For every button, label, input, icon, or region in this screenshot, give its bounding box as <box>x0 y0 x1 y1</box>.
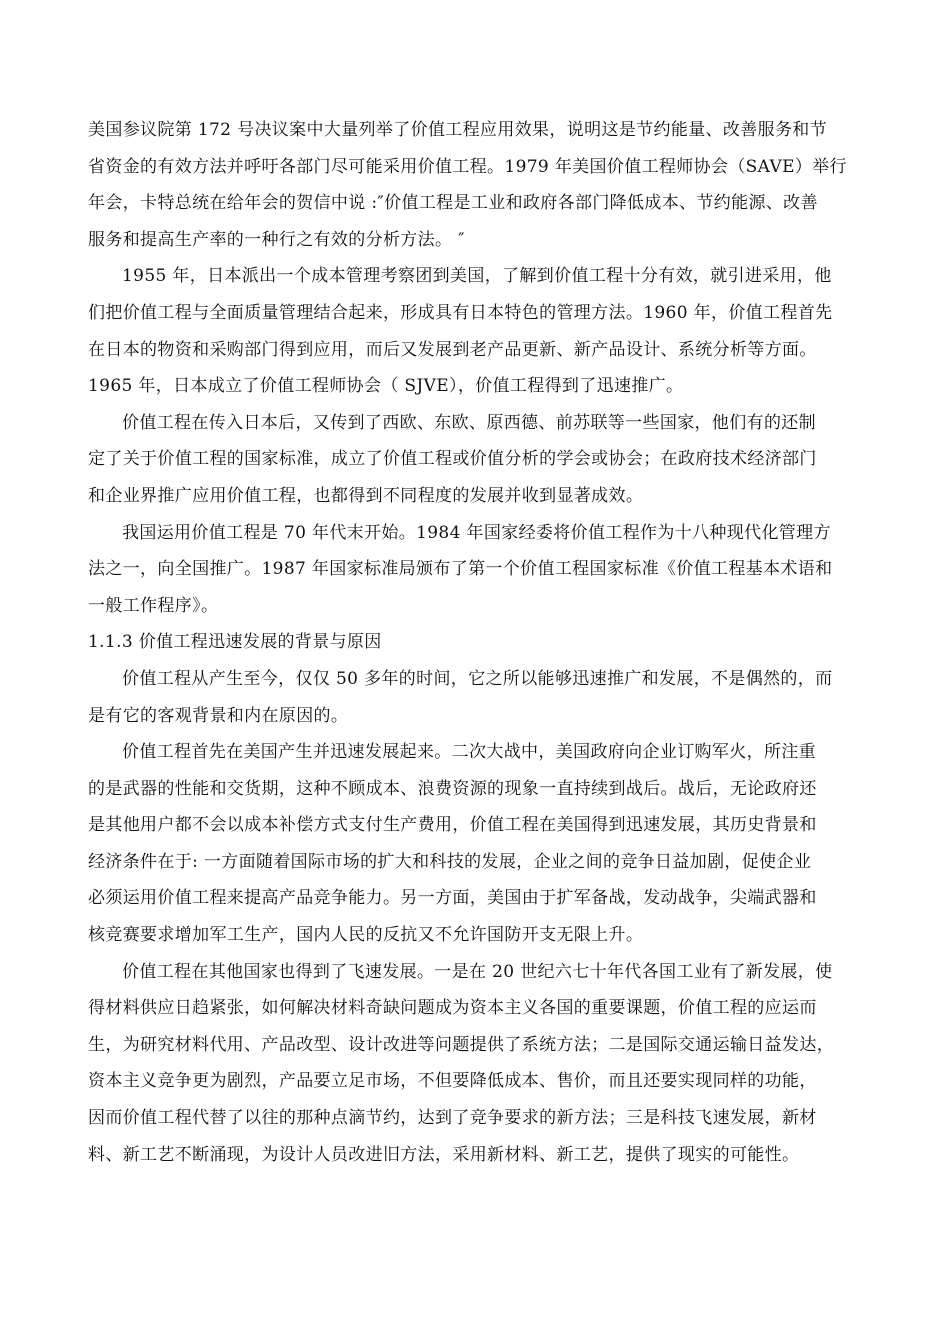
text-line: 因而价值工程代替了以往的那种点滴节约，达到了竞争要求的新方法；三是科技飞速发展，新材 <box>88 1108 817 1129</box>
text-line: 年会，卡特总统在给年会的贺信中说 :″价值工程是工业和政府各部门降低成本、节约能源、改善 <box>88 193 818 214</box>
text-line: 是其他用户都不会以成本补偿方式支付生产费用，价值工程在美国得到迅速发展，其历史背景和 <box>88 815 817 836</box>
text-line: 省资金的有效方法并呼吁各部门尽可能采用价值工程。1979 年美国价值工程师协会（SAVE）举行 <box>88 156 847 177</box>
text-line: 是有它的客观背景和内在原因的。 <box>88 705 349 726</box>
paragraph-intro <box>88 661 888 734</box>
text-line: 服务和提高生产率的一种行之有效的分析方法。 ″ <box>88 229 465 250</box>
section-heading: 1.1.3 价值工程迅速发展的背景与原因 <box>88 632 382 653</box>
text-line: 价值工程从产生至今，仅仅 50 多年的时间，它之所以能够迅速推广和发展，不是偶然的，而 <box>122 668 833 689</box>
text-line: 们把价值工程与全面质量管理结合起来，形成具有日本特色的管理方法。1960 年，价值工程首先 <box>88 302 833 323</box>
paragraph-china <box>88 515 888 625</box>
text-line: 定了关于价值工程的国家标准，成立了价值工程或价值分析的学会或协会；在政府技术经济部门 <box>88 449 817 470</box>
text-line: 我国运用价值工程是 70 年代末开始。1984 年国家经委将价值工程作为十八种现代化管理方 <box>122 522 831 543</box>
paragraph-japan <box>88 258 888 404</box>
text-line: 的是武器的性能和交货期，这种不顾成本、浪费资源的现象一直持续到战后。战后，无论政府还 <box>88 778 817 799</box>
text-line: 一般工作程序》。 <box>88 595 219 616</box>
text-line: 必须运用价值工程来提高产品竞争能力。另一方面，美国由于扩军备战，发动战争，尖端武器和 <box>88 888 817 909</box>
text-line: 经济条件在于: 一方面随着国际市场的扩大和科技的发展，企业之间的竞争日益加剧，促使企业 <box>88 851 812 872</box>
text-line: 价值工程在传入日本后，又传到了西欧、东欧、原西德、前苏联等一些国家，他们有的还制 <box>122 412 816 433</box>
paragraph-usa-background <box>88 734 888 954</box>
paragraph-europe <box>88 405 888 515</box>
text-line: 在日本的物资和采购部门得到应用，而后又发展到老产品更新、新产品设计、系统分析等方面。 <box>88 339 817 360</box>
text-line: 价值工程首先在美国产生并迅速发展起来。二次大战中，美国政府向企业订购军火，所注重 <box>122 742 816 763</box>
text-line: 料、新工艺不断涌现，为设计人员改进旧方法，采用新材料、新工艺，提供了现实的可能性。 <box>88 1144 800 1165</box>
text-line: 1955 年，日本派出一个成本管理考察团到美国，了解到价值工程十分有效，就引进采用，他 <box>122 266 832 287</box>
text-line: 和企业界推广应用价值工程，也都得到不同程度的发展并收到显著成效。 <box>88 485 644 506</box>
text-line: 生，为研究材料代用、产品改型、设计改进等问题提供了系统方法；二是国际交通运输日益发达， <box>88 1034 835 1055</box>
text-line: 得材料供应日趋紧张，如何解决材料奇缺问题成为资本主义各国的重要课题，价值工程的应运而 <box>88 998 817 1019</box>
document-page <box>88 112 888 1173</box>
text-line: 价值工程在其他国家也得到了飞速发展。一是在 20 世纪六七十年代各国工业有了新发展，使 <box>122 961 833 982</box>
text-line: 核竞赛要求增加军工生产，国内人民的反抗又不允许国防开支无限上升。 <box>88 925 644 946</box>
paragraph-other-countries <box>88 954 888 1174</box>
paragraph-save-history <box>88 112 888 258</box>
text-line: 美国参议院第 172 号决议案中大量列举了价值工程应用效果，说明这是节约能量、改善服务和节 <box>88 120 828 140</box>
text-line: 1965 年，日本成立了价值工程师协会（ SJVE），价值工程得到了迅速推广。 <box>88 376 684 397</box>
text-line: 法之一，向全国推广。1987 年国家标准局颁布了第一个价值工程国家标准《价值工程基本术语和 <box>88 559 833 580</box>
text-line: 资本主义竞争更为剧烈，产品要立足市场，不但要降低成本、售价，而且还要实现同样的功能， <box>88 1071 817 1092</box>
